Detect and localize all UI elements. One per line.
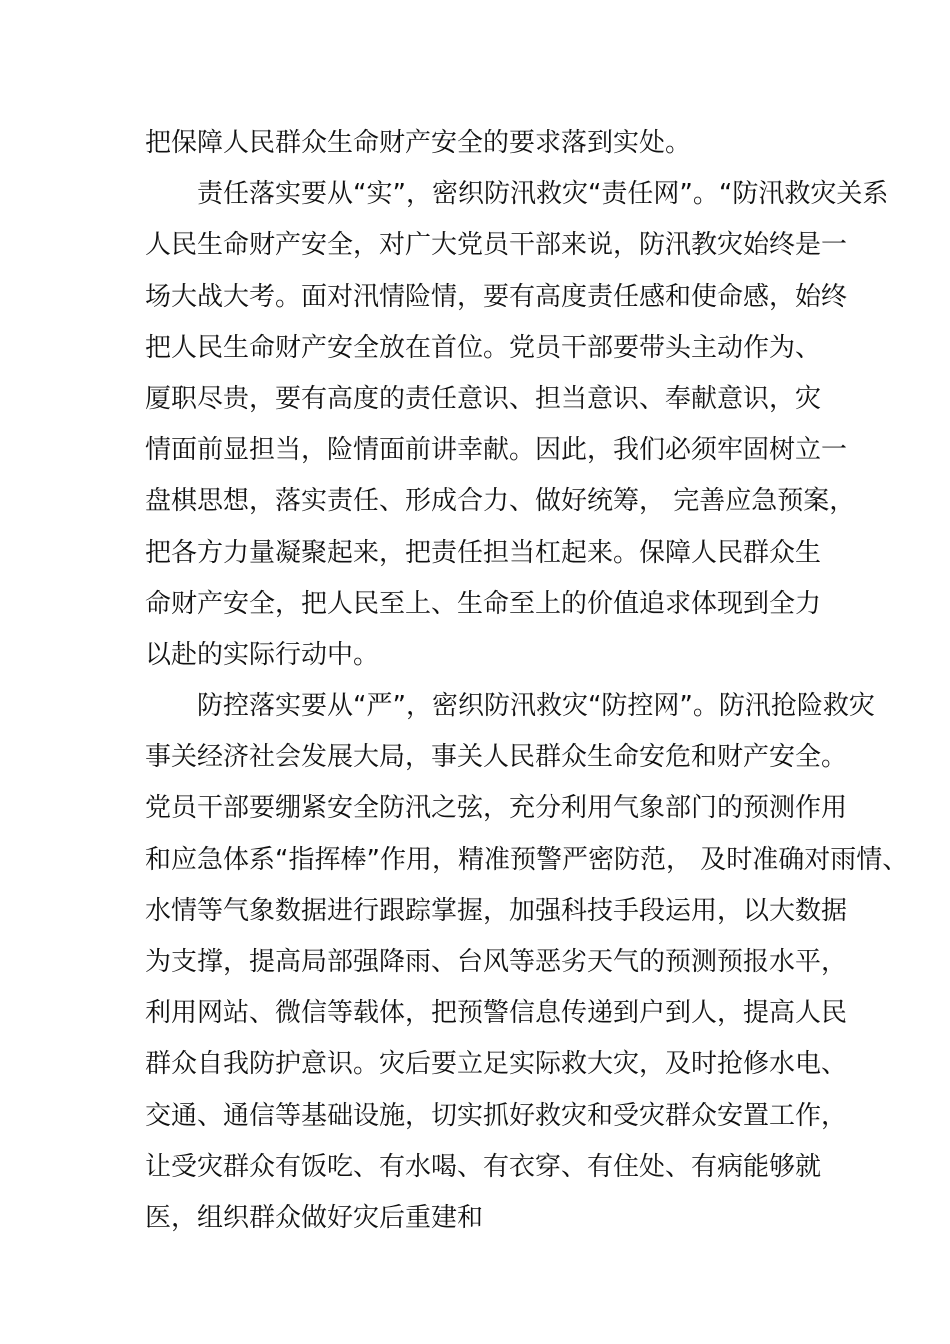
text-line: 人民生命财产安全，对广大党员干部来说，防汛教灾始终是一 (145, 230, 848, 261)
text-line: 情面前显担当，险情面前讲幸献。因此，我们必须牢固树立一 (145, 435, 848, 466)
text-line: 群众自我防护意识。灾后要立足实际救大灾，及时抢修水电、 (145, 1049, 848, 1080)
text-line: 利用网站、微信等载体，把预警信息传递到户到人，提高人民 (145, 998, 848, 1029)
text-line: 把各方力量凝聚起来，把责任担当杠起来。保障人民群众生 (145, 537, 822, 568)
text-line: 厦职尽贵，要有高度的责任意识、担当意识、奉献意识，灾 (145, 383, 822, 414)
text-line: 命财产安全，把人民至上、生命至上的价值追求体现到全力 (145, 588, 822, 619)
text-line: 水情等气象数据进行跟踪掌握，加强科技手段运用，以大数据 (145, 895, 848, 926)
text-line: 和应急体系“指挥棒”作用，精准预警严密防范， 及时准确对雨情、 (145, 844, 909, 875)
text-line: 盘棋思想，落实责任、形成合力、做好统筹， 完善应急预案， (145, 486, 856, 517)
text-line: 把保障人民群众生命财产安全的要求落到实处。 (145, 128, 692, 158)
text-line: 党员干部要绷紧安全防汛之弦，充分利用气象部门的预测作用 (145, 793, 848, 824)
text-line: 场大战大考。面对汛情险情，要有高度责任感和使命感，始终 (145, 281, 848, 312)
body-text (145, 118, 909, 1244)
text-line: 以赴的实际行动中。 (145, 639, 380, 670)
text-line: 把人民生命财产安全放在首位。党员干部要带头主动作为、 (145, 332, 822, 363)
text-line: 让受灾群众有饭吃、有水喝、有衣穿、有住处、有病能够就 (145, 1151, 822, 1182)
text-line: 防控落实要从“严”，密织防汛救灾“防控网”。防汛抢险救灾 (197, 691, 875, 722)
text-line: 交通、通信等基础设施，切实抓好救灾和受灾群众安置工作， (145, 1100, 848, 1131)
text-line: 责任落实要从“实”，密织防汛救灾“责任网”。“防汛救灾关系 (197, 179, 889, 210)
text-line: 事关经济社会发展大局，事关人民群众生命安危和财产安全。 (145, 742, 848, 773)
text-line: 医，组织群众做好灾后重建和 (145, 1202, 484, 1233)
text-line: 为支撑，提高局部强降雨、台风等恶劣天气的预测预报水平， (145, 947, 848, 977)
